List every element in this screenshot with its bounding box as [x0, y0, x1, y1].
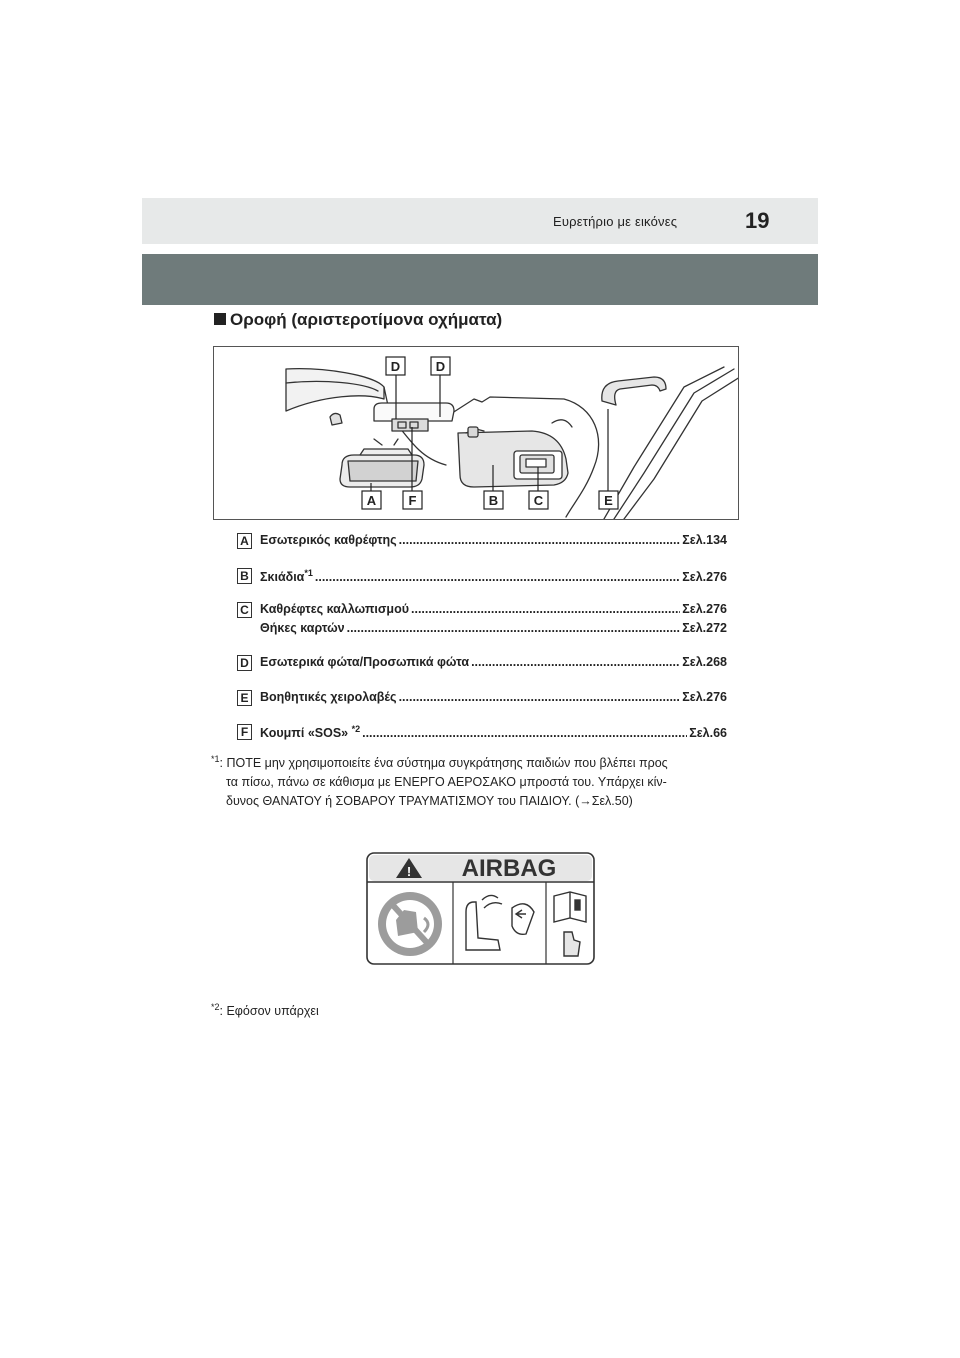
item-label: Θήκες καρτών	[260, 621, 345, 635]
item-label: Καθρέφτες καλλωπισμού	[260, 602, 409, 616]
item-list	[237, 530, 727, 756]
item-line	[260, 621, 727, 635]
svg-text:!: !	[406, 864, 412, 879]
item-label: Εσωτερικός καθρέφτης	[260, 533, 397, 547]
item-line	[260, 724, 727, 740]
header-section-title: Ευρετήριο με εικόνες	[553, 214, 678, 229]
dot-leader	[347, 621, 681, 635]
airbag-warning-label	[366, 852, 595, 965]
airbag-title: AIRBAG	[461, 855, 557, 882]
page-reference-link[interactable]: Σελ.272	[682, 621, 727, 635]
callout-c: C	[533, 493, 544, 508]
callout-a: A	[366, 493, 377, 508]
callout-b: B	[488, 493, 499, 508]
footnote-marker: *1	[211, 754, 220, 764]
header-band	[142, 198, 818, 244]
page-reference-link[interactable]: Σελ.66	[689, 726, 727, 741]
callout-d-1: D	[390, 359, 401, 374]
item-line	[260, 690, 727, 704]
page-reference-link[interactable]: Σελ.268	[682, 655, 727, 669]
item-label: Σκιάδια$^{*1}$	[260, 567, 313, 584]
dot-leader	[399, 533, 681, 547]
item-letter-badge: E	[237, 690, 252, 706]
footnote-2: $^{*2}$: Εφόσον υπάρχει	[211, 1002, 319, 1019]
footnote-marker: *1	[304, 567, 313, 578]
callout-f: F	[408, 493, 417, 508]
list-item	[237, 565, 727, 600]
item-label: Εσωτερικά φώτα/Προσωπικά φώτα	[260, 655, 470, 669]
square-bullet-icon	[214, 313, 226, 325]
page-reference-link[interactable]: Σελ.276	[682, 689, 727, 704]
item-letter-badge: A	[237, 533, 252, 549]
page-number: 19	[745, 208, 770, 233]
section-title: Οροφή (αριστεροτίμονα οχήματα)	[214, 310, 502, 330]
item-letter-badge: D	[237, 655, 252, 671]
callout-e: E	[604, 493, 613, 508]
dot-leader	[399, 690, 681, 704]
list-item	[237, 652, 727, 687]
footnote-marker: *2	[211, 1002, 220, 1012]
list-item	[237, 599, 727, 652]
item-line	[260, 655, 727, 669]
footnote-1: $^{*1}$: ΠΟΤΕ μην χρησιμοποιείτε ένα σύστημα συγκράτησης παιδιών που βλέπει προς τα πίσω, πάνω σε κάθισμα με ΕΝΕΡΓΟ ΑΕΡΟΣΑΚΟ μπροστά του. Υπάρχει κίν- δυνος ΘΑΝΑΤΟΥ ή ΣΟΒΑΡΟΥ ΤΡΑΥΜΑΤΙΣΜΟΥ του ΠΑΙΔΙΟΥ. (→Σελ.50)	[211, 754, 668, 809]
chapter-band	[142, 254, 818, 305]
dot-leader	[315, 570, 680, 584]
page-reference-link[interactable]: Σελ.276	[682, 602, 727, 616]
list-item	[237, 530, 727, 565]
roof-line-drawing	[214, 347, 739, 520]
list-item	[237, 687, 727, 722]
item-line	[260, 602, 727, 616]
page-reference-link[interactable]: Σελ.134	[682, 533, 727, 547]
item-letter-badge: B	[237, 568, 252, 584]
page-reference-link[interactable]: Σελ.276	[682, 569, 727, 584]
dot-leader	[362, 726, 687, 740]
item-letter-badge: F	[237, 724, 252, 740]
dot-leader	[411, 602, 680, 616]
item-label: Βοηθητικές χειρολαβές	[260, 689, 397, 704]
item-line	[260, 568, 727, 584]
callout-d-2: D	[435, 359, 446, 374]
item-letter-badge: C	[237, 602, 252, 618]
dot-leader	[471, 655, 680, 669]
footnote-marker: *2	[351, 724, 361, 734]
item-label: Κουμπί «SOS» $^{*2}$	[260, 724, 361, 741]
roof-illustration	[213, 346, 739, 520]
item-line	[260, 533, 727, 547]
no-rear-facing-seat-icon	[378, 892, 442, 956]
